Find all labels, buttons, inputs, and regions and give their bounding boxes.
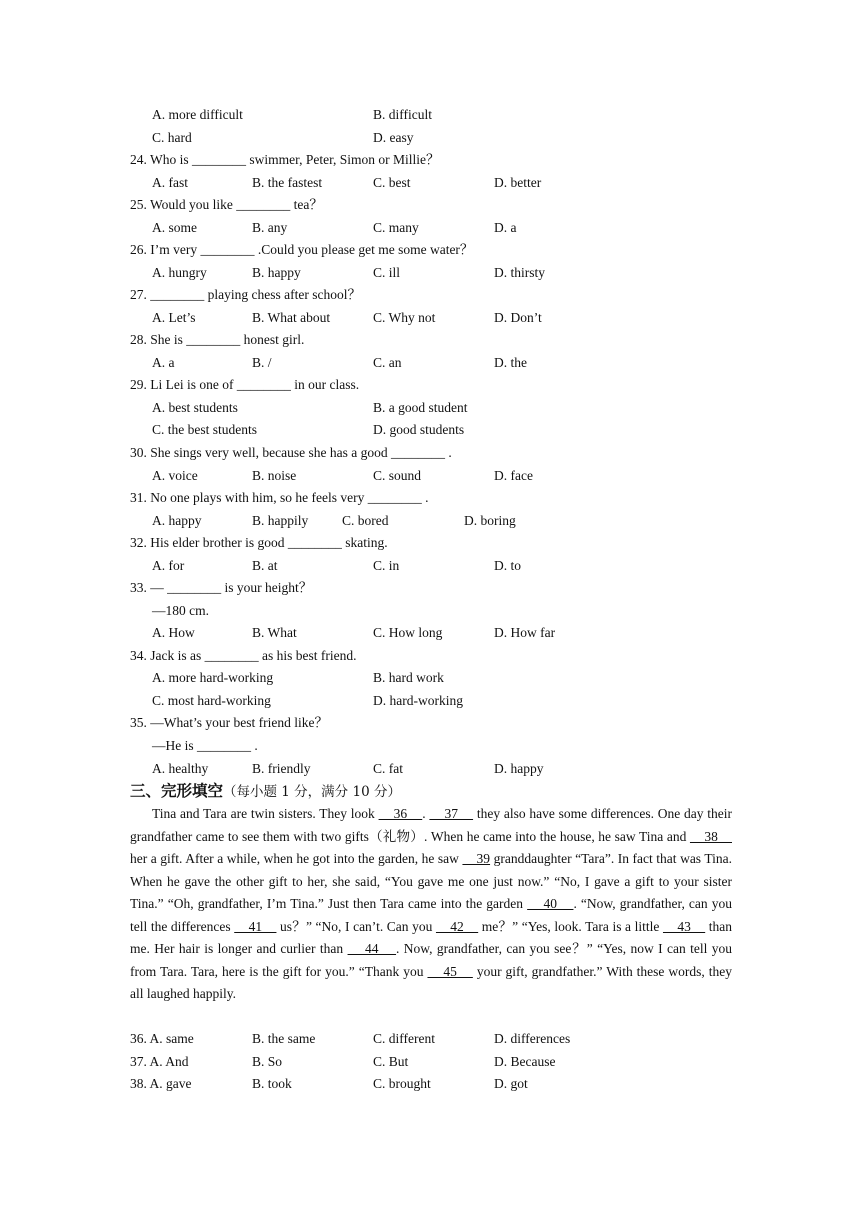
passage-text: . Now, grandfather, can you see？” “Yes, now I can tell you from Tara. Tara, here is the gift for you.” “Thank you [130,941,733,979]
option-c: C. most hard-working [152,693,271,708]
option-d: D. How far [494,625,556,640]
question-stem: 27. ________ playing chess after school？ [130,287,361,302]
blank-39: 39 [462,851,491,866]
option-c: C. in [373,558,400,573]
option-b: B. a good student [373,400,468,415]
question-31-options [0,510,860,533]
question-26 [0,239,860,262]
option-b: B. took [252,1076,292,1091]
option-b: B. the same [252,1031,316,1046]
passage-text: your gift, grandfather.” With these words, they all laughed happily. [130,963,732,1001]
option-c: C. fat [373,761,403,776]
option-c: C. the best students [152,422,257,437]
option-c: C. bored [342,513,389,528]
question-29 [0,374,860,397]
option-c: C. How long [373,625,443,640]
option-c: C. sound [373,468,422,483]
question-27-options [0,307,860,330]
question-28-options [0,352,860,375]
q23-options-row2 [0,127,860,150]
option-b: B. / [252,355,272,370]
option-d: D. face [494,468,533,483]
question-stem: 30. She sings very well, because she has a good ________ . [130,445,452,460]
question-stem: 26. I’m very ________ .Could you please get me some water？ [130,242,474,257]
option-d: D. a [494,220,517,235]
option-b: B. happily [252,513,309,528]
question-stem: 24. Who is ________ swimmer, Peter, Simon or Millie？ [130,152,440,167]
option-a: A. best students [152,400,238,415]
option-b: B. noise [252,468,297,483]
question-24-options [0,172,860,195]
option-a: A. for [152,558,185,573]
question-stem: 34. Jack is as ________ as his best friend. [130,648,357,663]
question-32-options [0,555,860,578]
question-32 [0,532,860,555]
question-30 [0,442,860,465]
blank-44: 44 [347,941,397,956]
passage-text: her a gift. After a while, when he got into the garden, he saw [130,851,463,866]
question-35 [0,712,860,735]
option-c: C. hard [152,130,192,145]
option-c: C. ill [373,265,401,280]
cloze-question-38 [0,1073,860,1096]
option-d: D. easy [373,130,414,145]
question-26-options [0,262,860,285]
option-d: D. boring [464,513,516,528]
passage-text: they also have some differences. One day their grandfather came to see them with two gifts（礼物）. When he came into the house, he saw Tina and [130,806,733,844]
reply-text: —180 cm. [152,603,209,618]
option-a: A. Let’s [152,310,196,325]
question-33-options [0,622,860,645]
option-b: B. What [252,625,297,640]
cloze-question-37 [0,1051,860,1074]
option-a: A. happy [152,513,202,528]
cloze-passage [130,803,732,1006]
option-b: B. hard work [373,670,444,685]
passage-text: us？” “No, I can’t. Can you [276,918,436,934]
question-stem: 31. No one plays with him, so he feels very ________ . [130,490,429,505]
blank-41: 41 [234,918,277,934]
question-25-options [0,217,860,240]
option-c: C. an [373,355,402,370]
option-a: A. some [152,220,197,235]
question-stem: 29. Li Lei is one of ________ in our class. [130,377,360,392]
section-title [130,780,401,804]
question-27 [0,284,860,307]
option-c: C. But [373,1054,409,1069]
option-b: B. happy [252,265,301,280]
option-a: A. How [152,625,195,640]
section-scoring-note: （每小题 1 分，满分 10 分） [223,784,401,800]
option-d: D. happy [494,761,544,776]
option-b: B. the fastest [252,175,323,190]
option-b: B. What about [252,310,331,325]
option-d: D. got [494,1076,528,1091]
option-c: C. many [373,220,419,235]
question-30-options [0,465,860,488]
question-33 [0,577,860,600]
question-33-reply [0,600,860,623]
question-stem: 33. — ________ is your height？ [130,580,313,595]
option-d: D. thirsty [494,265,546,280]
question-stem: 35. —What’s your best friend like？ [130,715,328,730]
option-b: B. difficult [373,107,432,122]
question-34 [0,645,860,668]
blank-38: 38 [689,828,732,844]
question-29-options-row1 [0,397,860,420]
option-a: A. healthy [152,761,209,776]
option-c: C. best [373,175,411,190]
section-title-text: 三、完形填空 [130,782,224,800]
cloze-question-36 [0,1028,860,1051]
option-a: A. more difficult [152,107,243,122]
blank-45: 45 [427,963,473,979]
question-34-options-row2 [0,690,860,713]
option-c: C. different [373,1031,435,1046]
option-b: B. So [252,1054,283,1069]
question-25 [0,194,860,217]
option-d: D. differences [494,1031,571,1046]
option-a: A. more hard-working [152,670,274,685]
passage-text: granddaughter “Tara”. In fact that was Tina. When he gave the other gift to her, she said, “You gave me one just now.” “No, I gave a gift to your sister Tina.” “Oh, grandfather, I’m Tina.” Just then Tara came into the garden [130,851,732,911]
question-stem: 32. His elder brother is good ________ skating. [130,535,388,550]
option-a: A. hungry [152,265,207,280]
option-a: 37. A. And [130,1054,189,1069]
question-stem: 25. Would you like ________ tea？ [130,197,323,212]
blank-40: 40 [527,896,574,911]
question-31 [0,487,860,510]
passage-text: . [422,806,430,821]
blank-42: 42 [435,918,479,934]
question-34-options-row1 [0,667,860,690]
option-d: D. the [494,355,527,370]
option-b: B. at [252,558,278,573]
option-d: D. Because [494,1054,556,1069]
option-c: C. Why not [373,310,436,325]
passage-text: Tina and Tara are twin sisters. They look [152,806,379,821]
option-a: 36. A. same [130,1031,194,1046]
option-d: D. to [494,558,521,573]
question-stem: 28. She is ________ honest girl. [130,332,305,347]
question-35-options [0,758,860,781]
blank-43: 43 [662,918,706,934]
option-a: A. fast [152,175,188,190]
option-a: 38. A. gave [130,1076,192,1091]
blank-37: 37 [429,806,474,821]
question-35-reply [0,735,860,758]
blank-36: 36 [378,806,423,821]
reply-text: —He is ________ . [152,738,258,753]
option-d: D. good students [373,422,465,437]
option-c: C. brought [373,1076,431,1091]
option-a: A. voice [152,468,198,483]
passage-text: . “Now, grandfather, can you tell the differences [130,896,733,934]
option-d: D. hard-working [373,693,463,708]
option-a: A. a [152,355,175,370]
option-d: D. better [494,175,542,190]
option-b: B. any [252,220,288,235]
option-b: B. friendly [252,761,311,776]
option-d: D. Don’t [494,310,542,325]
question-24 [0,149,860,172]
question-28 [0,329,860,352]
q23-options-row1 [0,104,860,127]
passage-text: than me. Her hair is longer and curlier than [130,918,733,956]
passage-text: me？” “Yes, look. Tara is a little [478,918,663,934]
section-heading [0,780,860,803]
question-29-options-row2 [0,419,860,442]
